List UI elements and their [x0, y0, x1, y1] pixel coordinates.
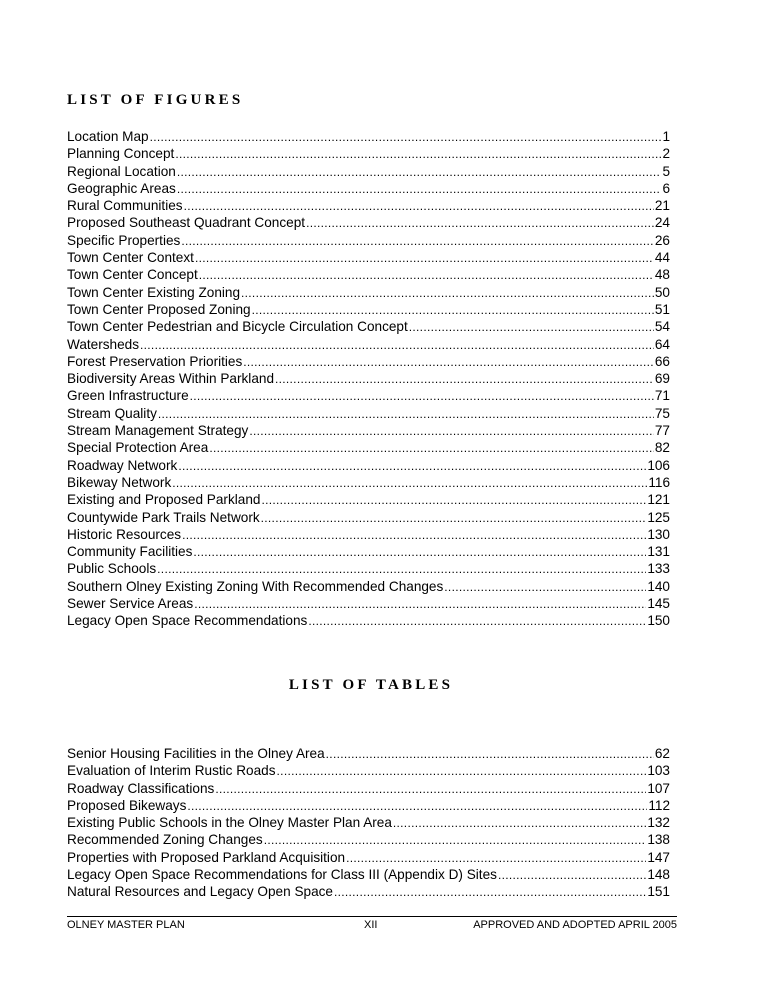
- dot-leader: [199, 267, 654, 283]
- entry-title: Properties with Proposed Parkland Acquisition: [67, 849, 346, 865]
- entry-page-number: 21: [654, 198, 670, 214]
- entry-title: Stream Quality: [67, 405, 157, 421]
- dot-leader: [409, 319, 654, 335]
- dot-leader: [306, 215, 654, 231]
- dot-leader: [158, 406, 654, 422]
- entry-page-number: 62: [654, 746, 670, 761]
- entry-page-number: 50: [654, 284, 670, 300]
- figure-entry: [67, 214, 670, 231]
- entry-page-number: 106: [647, 457, 670, 473]
- entry-page-number: 112: [648, 797, 670, 813]
- entry-page-number: 107: [647, 780, 670, 796]
- dot-leader: [252, 302, 654, 318]
- entry-page-number: 150: [647, 613, 670, 629]
- dot-leader: [209, 440, 654, 456]
- entry-title: Biodiversity Areas Within Parkland: [67, 371, 275, 387]
- figure-entry: [67, 422, 670, 439]
- dot-leader: [264, 832, 647, 848]
- dot-leader: [326, 746, 654, 762]
- figure-entry: [67, 318, 670, 335]
- dot-leader: [249, 423, 654, 439]
- figure-entry: [67, 457, 670, 474]
- entry-title: Existing and Proposed Parkland: [67, 492, 261, 508]
- entry-page-number: 103: [647, 763, 670, 779]
- entry-title: Bikeway Network: [67, 474, 172, 490]
- dot-leader: [215, 781, 646, 797]
- entry-title: Public Schools: [67, 561, 157, 577]
- dot-leader: [308, 613, 646, 629]
- entry-title: Town Center Pedestrian and Bicycle Circulation Concept: [67, 319, 408, 335]
- dot-leader: [181, 233, 654, 249]
- entry-title: Town Center Proposed Zoning: [67, 301, 251, 317]
- entry-title: Roadway Network: [67, 457, 178, 473]
- entry-title: Community Facilities: [67, 544, 193, 560]
- entry-page-number: 69: [654, 371, 670, 387]
- figure-entry: [67, 543, 670, 560]
- entry-title: Senior Housing Facilities in the Olney Area: [67, 746, 325, 761]
- entry-page-number: 2: [662, 146, 670, 162]
- figure-entry: [67, 145, 670, 162]
- entry-title: Countywide Park Trails Network: [67, 509, 260, 525]
- dot-leader: [172, 475, 647, 491]
- table-entry: [67, 745, 670, 762]
- entry-title: Town Center Context: [67, 250, 194, 266]
- figure-entry: [67, 232, 670, 249]
- dot-leader: [243, 354, 654, 370]
- footer-document-title: OLNEY MASTER PLAN: [67, 919, 185, 931]
- entry-page-number: 132: [647, 815, 670, 831]
- entry-page-number: 82: [654, 440, 670, 456]
- dot-leader: [140, 337, 654, 353]
- footer-rule: [67, 916, 677, 917]
- table-entry: [67, 866, 670, 883]
- figure-entry: [67, 439, 670, 456]
- entry-page-number: 148: [647, 867, 670, 883]
- entry-title: Evaluation of Interim Rustic Roads: [67, 763, 276, 779]
- entry-page-number: 131: [647, 544, 670, 560]
- entry-page-number: 75: [654, 405, 670, 421]
- entry-title: Legacy Open Space Recommendations for Class III (Appendix D) Sites: [67, 867, 497, 883]
- figure-entry: [67, 387, 670, 404]
- entry-title: Legacy Open Space Recommendations: [67, 613, 308, 629]
- entry-page-number: 71: [654, 388, 670, 404]
- dot-leader: [184, 198, 654, 214]
- entry-page-number: 48: [654, 267, 670, 283]
- entry-page-number: 147: [647, 849, 670, 865]
- figure-entry: [67, 180, 670, 197]
- dot-leader: [261, 510, 647, 526]
- entry-title: Sewer Service Areas: [67, 596, 194, 612]
- dot-leader: [177, 181, 662, 197]
- entry-title: Watersheds: [67, 336, 140, 352]
- entry-page-number: 133: [647, 561, 670, 577]
- figure-entry: [67, 284, 670, 301]
- entry-page-number: 151: [647, 884, 670, 900]
- entry-page-number: 24: [654, 215, 670, 231]
- entry-page-number: 26: [654, 232, 670, 248]
- dot-leader: [150, 129, 662, 145]
- table-entry: [67, 849, 670, 866]
- entry-title: Planning Concept: [67, 146, 175, 162]
- dot-leader: [277, 763, 647, 779]
- figure-entry: [67, 474, 670, 491]
- figure-entry: [67, 128, 670, 145]
- entry-title: Existing Public Schools in the Olney Master Plan Area: [67, 815, 392, 831]
- entry-page-number: 54: [654, 319, 670, 335]
- entry-page-number: 138: [647, 832, 670, 848]
- figure-entry: [67, 526, 670, 543]
- tables-heading: LIST OF TABLES: [288, 677, 454, 693]
- entry-page-number: 125: [647, 509, 670, 525]
- figure-entry: [67, 560, 670, 577]
- table-entry: [67, 762, 670, 779]
- footer-approval-date: APPROVED AND ADOPTED APRIL 2005: [473, 919, 677, 931]
- dot-leader: [157, 561, 646, 577]
- entry-title: Regional Location: [67, 163, 176, 179]
- tables-list: [67, 745, 670, 901]
- entry-title: Southern Olney Existing Zoning With Recommended Changes: [67, 578, 444, 594]
- dot-leader: [177, 164, 662, 180]
- dot-leader: [393, 815, 646, 831]
- table-entry: [67, 831, 670, 848]
- figure-entry: [67, 163, 670, 180]
- dot-leader: [178, 458, 646, 474]
- entry-title: Forest Preservation Priorities: [67, 353, 243, 369]
- entry-title: Green Infrastructure: [67, 388, 189, 404]
- entry-page-number: 66: [654, 353, 670, 369]
- dot-leader: [182, 527, 646, 543]
- entry-title: Proposed Bikeways: [67, 797, 187, 813]
- footer-page-number: XII: [364, 919, 378, 931]
- entry-page-number: 64: [654, 336, 670, 352]
- entry-title: Proposed Southeast Quadrant Concept: [67, 215, 306, 231]
- entry-title: Recommended Zoning Changes: [67, 832, 263, 848]
- figure-entry: [67, 197, 670, 214]
- dot-leader: [194, 596, 646, 612]
- dot-leader: [275, 371, 654, 387]
- dot-leader: [175, 146, 661, 162]
- figure-entry: [67, 370, 670, 387]
- figures-heading: LIST OF FIGURES: [67, 92, 244, 108]
- entry-title: Specific Properties: [67, 232, 181, 248]
- entry-title: Stream Management Strategy: [67, 423, 249, 439]
- table-entry: [67, 814, 670, 831]
- entry-page-number: 5: [662, 163, 670, 179]
- figure-entry: [67, 266, 670, 283]
- figure-entry: [67, 491, 670, 508]
- dot-leader: [190, 388, 654, 404]
- figure-entry: [67, 336, 670, 353]
- entry-title: Rural Communities: [67, 198, 183, 214]
- entry-title: Roadway Classifications: [67, 780, 215, 796]
- entry-page-number: 77: [654, 423, 670, 439]
- entry-page-number: 1: [662, 129, 670, 144]
- entry-title: Special Protection Area: [67, 440, 209, 456]
- table-entry: [67, 797, 670, 814]
- entry-page-number: 116: [648, 474, 670, 490]
- entry-title: Location Map: [67, 129, 149, 144]
- entry-page-number: 121: [647, 492, 670, 508]
- figure-entry: [67, 578, 670, 595]
- entry-page-number: 44: [654, 250, 670, 266]
- entry-page-number: 6: [662, 180, 670, 196]
- entry-page-number: 51: [654, 301, 670, 317]
- table-entry: [67, 780, 670, 797]
- dot-leader: [346, 850, 646, 866]
- figure-entry: [67, 249, 670, 266]
- dot-leader: [241, 285, 654, 301]
- dot-leader: [261, 492, 646, 508]
- table-entry: [67, 883, 670, 900]
- figure-entry: [67, 405, 670, 422]
- figure-entry: [67, 595, 670, 612]
- figures-list: [67, 128, 670, 630]
- entry-page-number: 130: [647, 526, 670, 542]
- figure-entry: [67, 612, 670, 629]
- dot-leader: [498, 867, 646, 883]
- dot-leader: [193, 544, 646, 560]
- dot-leader: [334, 884, 646, 900]
- dot-leader: [187, 798, 647, 814]
- entry-page-number: 145: [647, 596, 670, 612]
- dot-leader: [444, 579, 646, 595]
- entry-title: Natural Resources and Legacy Open Space: [67, 884, 333, 900]
- figure-entry: [67, 509, 670, 526]
- entry-title: Town Center Concept: [67, 267, 198, 283]
- entry-page-number: 140: [647, 578, 670, 594]
- dot-leader: [195, 250, 654, 266]
- entry-title: Historic Resources: [67, 526, 182, 542]
- entry-title: Geographic Areas: [67, 180, 176, 196]
- figure-entry: [67, 301, 670, 318]
- entry-title: Town Center Existing Zoning: [67, 284, 241, 300]
- figure-entry: [67, 353, 670, 370]
